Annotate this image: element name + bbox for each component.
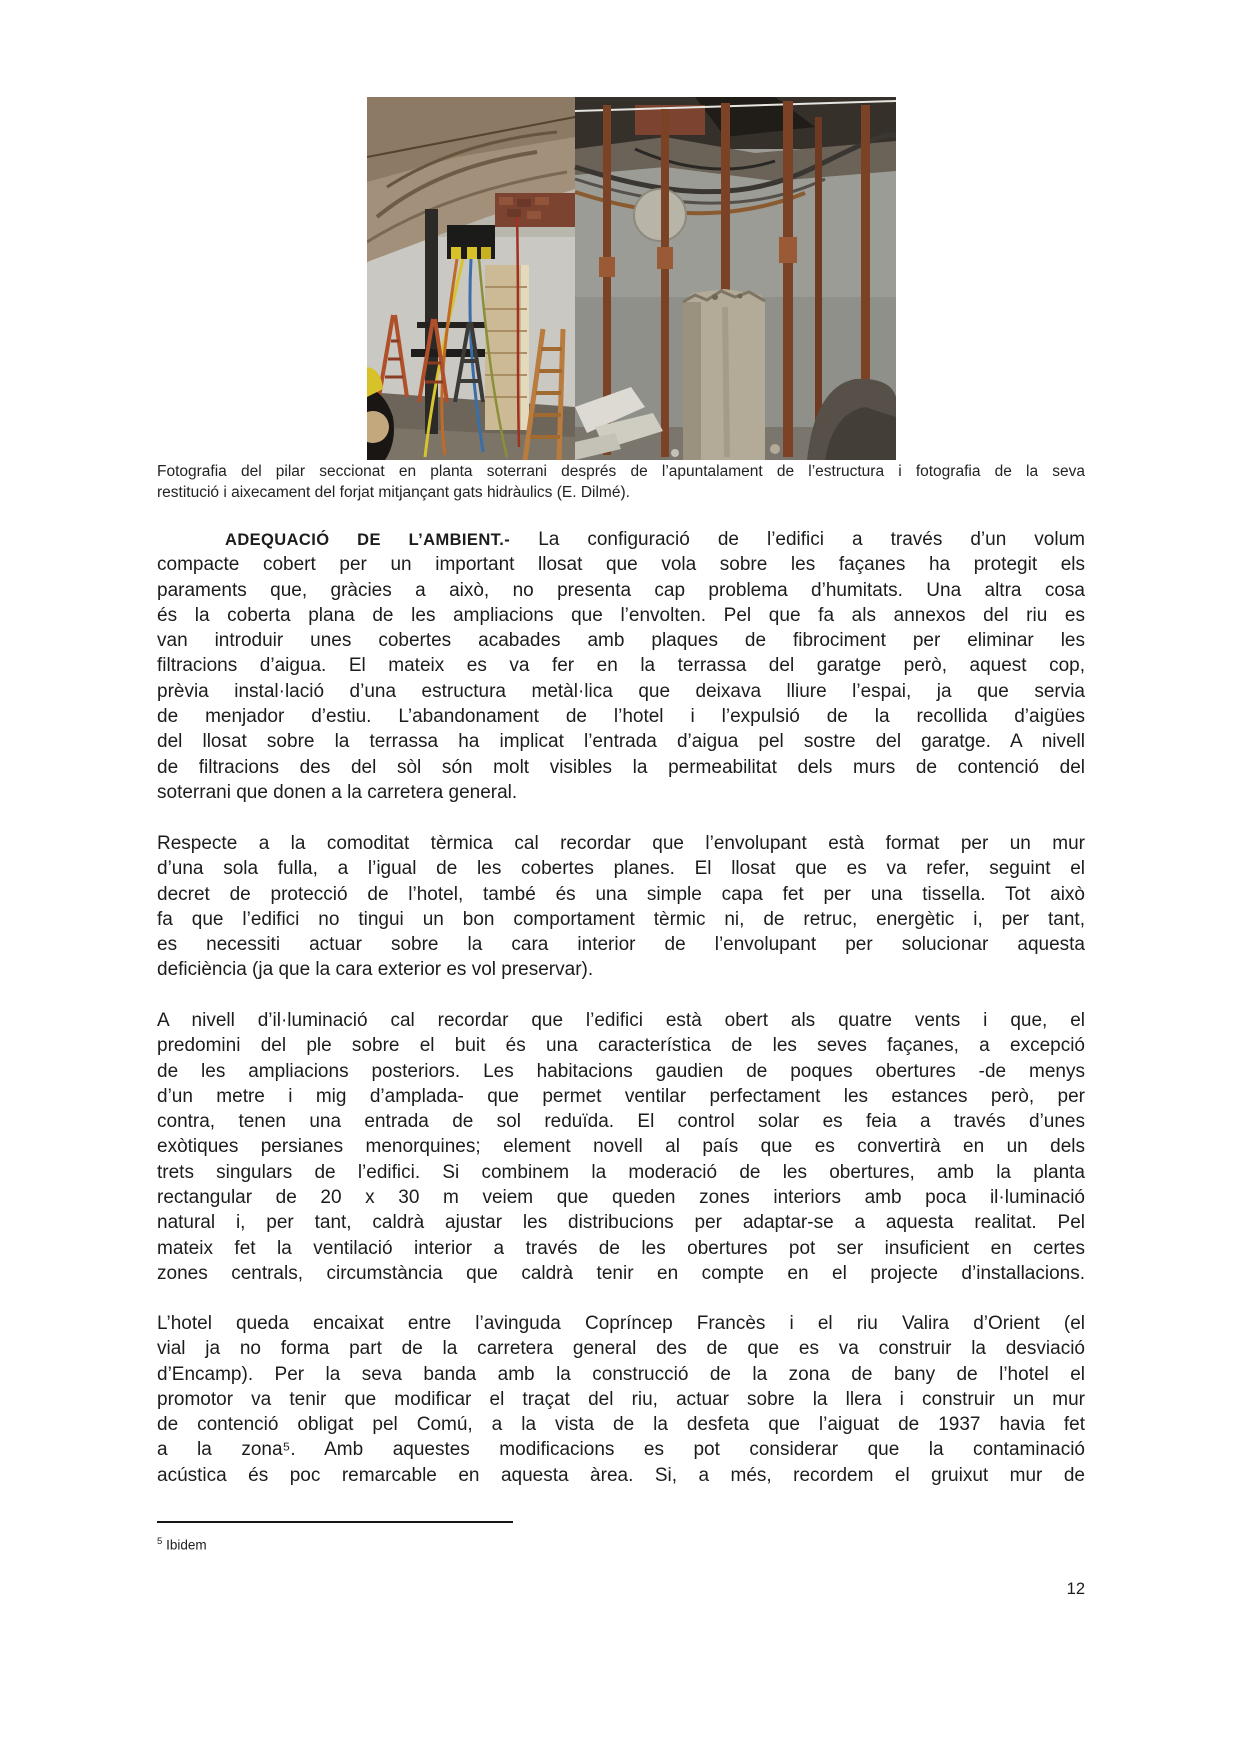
text-line: compacte cobert per un important llosat que vola sobre les façanes ha protegit els [157,554,1085,576]
page-number: 12 [1066,1580,1085,1598]
text-line: zones centrals, circumstància que caldrà tenir en compte en el projecte d’installacions. [157,1262,1085,1284]
text-run: La configuració de l’edifici a través d’un volum [538,529,1085,550]
paragraph-lines [157,552,1085,805]
text-line: vial ja no forma part de la carretera general des de que es va construir la desviació [157,1338,1085,1360]
text-line: decret de protecció de l’hotel, també és una simple capa fet per una tissella. Tot això [157,883,1085,905]
text-line: contra, tenen una entrada de sol reduïda. El control solar es feia a través d’unes [157,1111,1085,1133]
footnote-separator [157,1521,513,1523]
text-line: soterrani que donen a la carretera general. [157,781,518,803]
figure-caption [157,462,1085,503]
paragraph-hotel-encaixat [157,1311,1085,1488]
photo-left-panel [367,97,575,460]
text-line: L’hotel queda encaixat entre l’avinguda Copríncep Francès i el riu Valira d’Orient (el [157,1313,1085,1334]
paragraph-adequacio-ambient [157,527,1085,805]
footnote [157,1533,657,1554]
text-line: mateix fet la ventilació interior a través de les obertures pot ser insuficient en certes [157,1237,1085,1259]
text-line: d’una sola fulla, a l’igual de les cobertes planes. El llosat que es va refer, seguint el [157,858,1085,880]
text-line: fa que l’edifici no tingui un bon comportament tèrmic ni, de retruc, energètic i, per tant, [157,908,1085,930]
text-line: promotor va tenir que modificar el traçat del riu, actuar sobre la llera i construir un mur [157,1388,1085,1410]
text-line: filtracions d’aigua. El mateix es va fer en la terrassa del garatge però, aquest cop, [157,655,1085,677]
text-line: restitució i aixecament del forjat mitjançant gats hidràulics (E. Dilmé). [157,483,630,501]
text-line: és la coberta plana de les ampliacions que l’envolten. Pel que fa als annexos del riu es [157,604,1085,626]
paragraph-illuminacio [157,1008,1085,1286]
text-line: d’Encamp). Per la seva banda amb la construcció de la zona de bany de l’hotel el [157,1363,1085,1385]
footnote-marker: 5 [157,1536,163,1547]
text-line: deficiència (ja que la cara exterior es vol preservar). [157,959,594,981]
paragraph-comoditat-termica [157,831,1085,983]
photo-figure [367,97,896,460]
construction-photo-illustration [367,97,896,460]
text-line: exòtiques persianes menorquines; element novell al país que es convertirà en un dels [157,1136,1085,1158]
text-line: del llosat sobre la terrassa ha implicat l’entrada d’aigua pel sostre del garatge. A nivell [157,731,1085,753]
text-line: paraments que, gràcies a això, no presenta cap problema d’humitats. Una altra cosa [157,579,1085,601]
text-line: a la zona⁵. Amb aquestes modificacions es pot considerar que la contaminació [157,1439,1085,1461]
text-line: rectangular de 20 x 30 m veiem que queden zones interiors amb poca il·luminació [157,1187,1085,1209]
text-line: de menjador d’estiu. L’abandonament de l’hotel i l’expulsió de la recollida d’aigües [157,706,1085,728]
text-line [157,527,1085,552]
text-line: prèvia instal·lació d’una estructura metàl·lica que deixava lliure l’espai, ja que servia [157,680,1085,702]
footnote-text: Ibidem [166,1537,207,1553]
text-line: predomini del ple sobre el buit és una característica de les seves façanes, a excepció [157,1035,1085,1057]
text-line: natural i, per tant, caldrà ajustar les distribucions per adaptar-se a aquesta realitat. Pel [157,1212,1085,1234]
text-line: A nivell d’il·luminació cal recordar que l’edifici està obert als quatre vents i que, el [157,1010,1085,1031]
text-line: de contenció obligat pel Comú, a la vista de la desfeta que l’aiguat de 1937 havia fet [157,1414,1085,1436]
text-line: acústica és poc remarcable en aquesta àrea. Si, a més, recordem el gruixut mur de [157,1464,1085,1486]
text-line: Respecte a la comoditat tèrmica cal recordar que l’envolupant està format per un mur [157,833,1085,854]
text-line: trets singulars de l’edifici. Si combinem la moderació de les obertures, amb la planta [157,1161,1085,1183]
text-line: de les ampliacions posteriors. Les habitacions gaudien de poques obertures -de menys [157,1060,1085,1082]
text-line: de filtracions des del sòl són molt visibles la permeabilitat dels murs de contenció del [157,756,1085,778]
section-heading: ADEQUACIÓ DE L’AMBIENT.- [225,531,511,549]
text-line: Fotografia del pilar seccionat en planta soterrani després de l’apuntalament de l’estructura i fotografia de la seva [157,463,1085,480]
text-line: d’un metre i mig d’amplada- que permet ventilar perfectament les estances però, per [157,1085,1085,1107]
text-line: van introduir unes cobertes acabades amb plaques de fibrociment per eliminar les [157,630,1085,652]
text-line: es necessiti actuar sobre la cara interior de l’envolupant per solucionar aquesta [157,934,1085,956]
photo-right-panel [575,97,896,460]
